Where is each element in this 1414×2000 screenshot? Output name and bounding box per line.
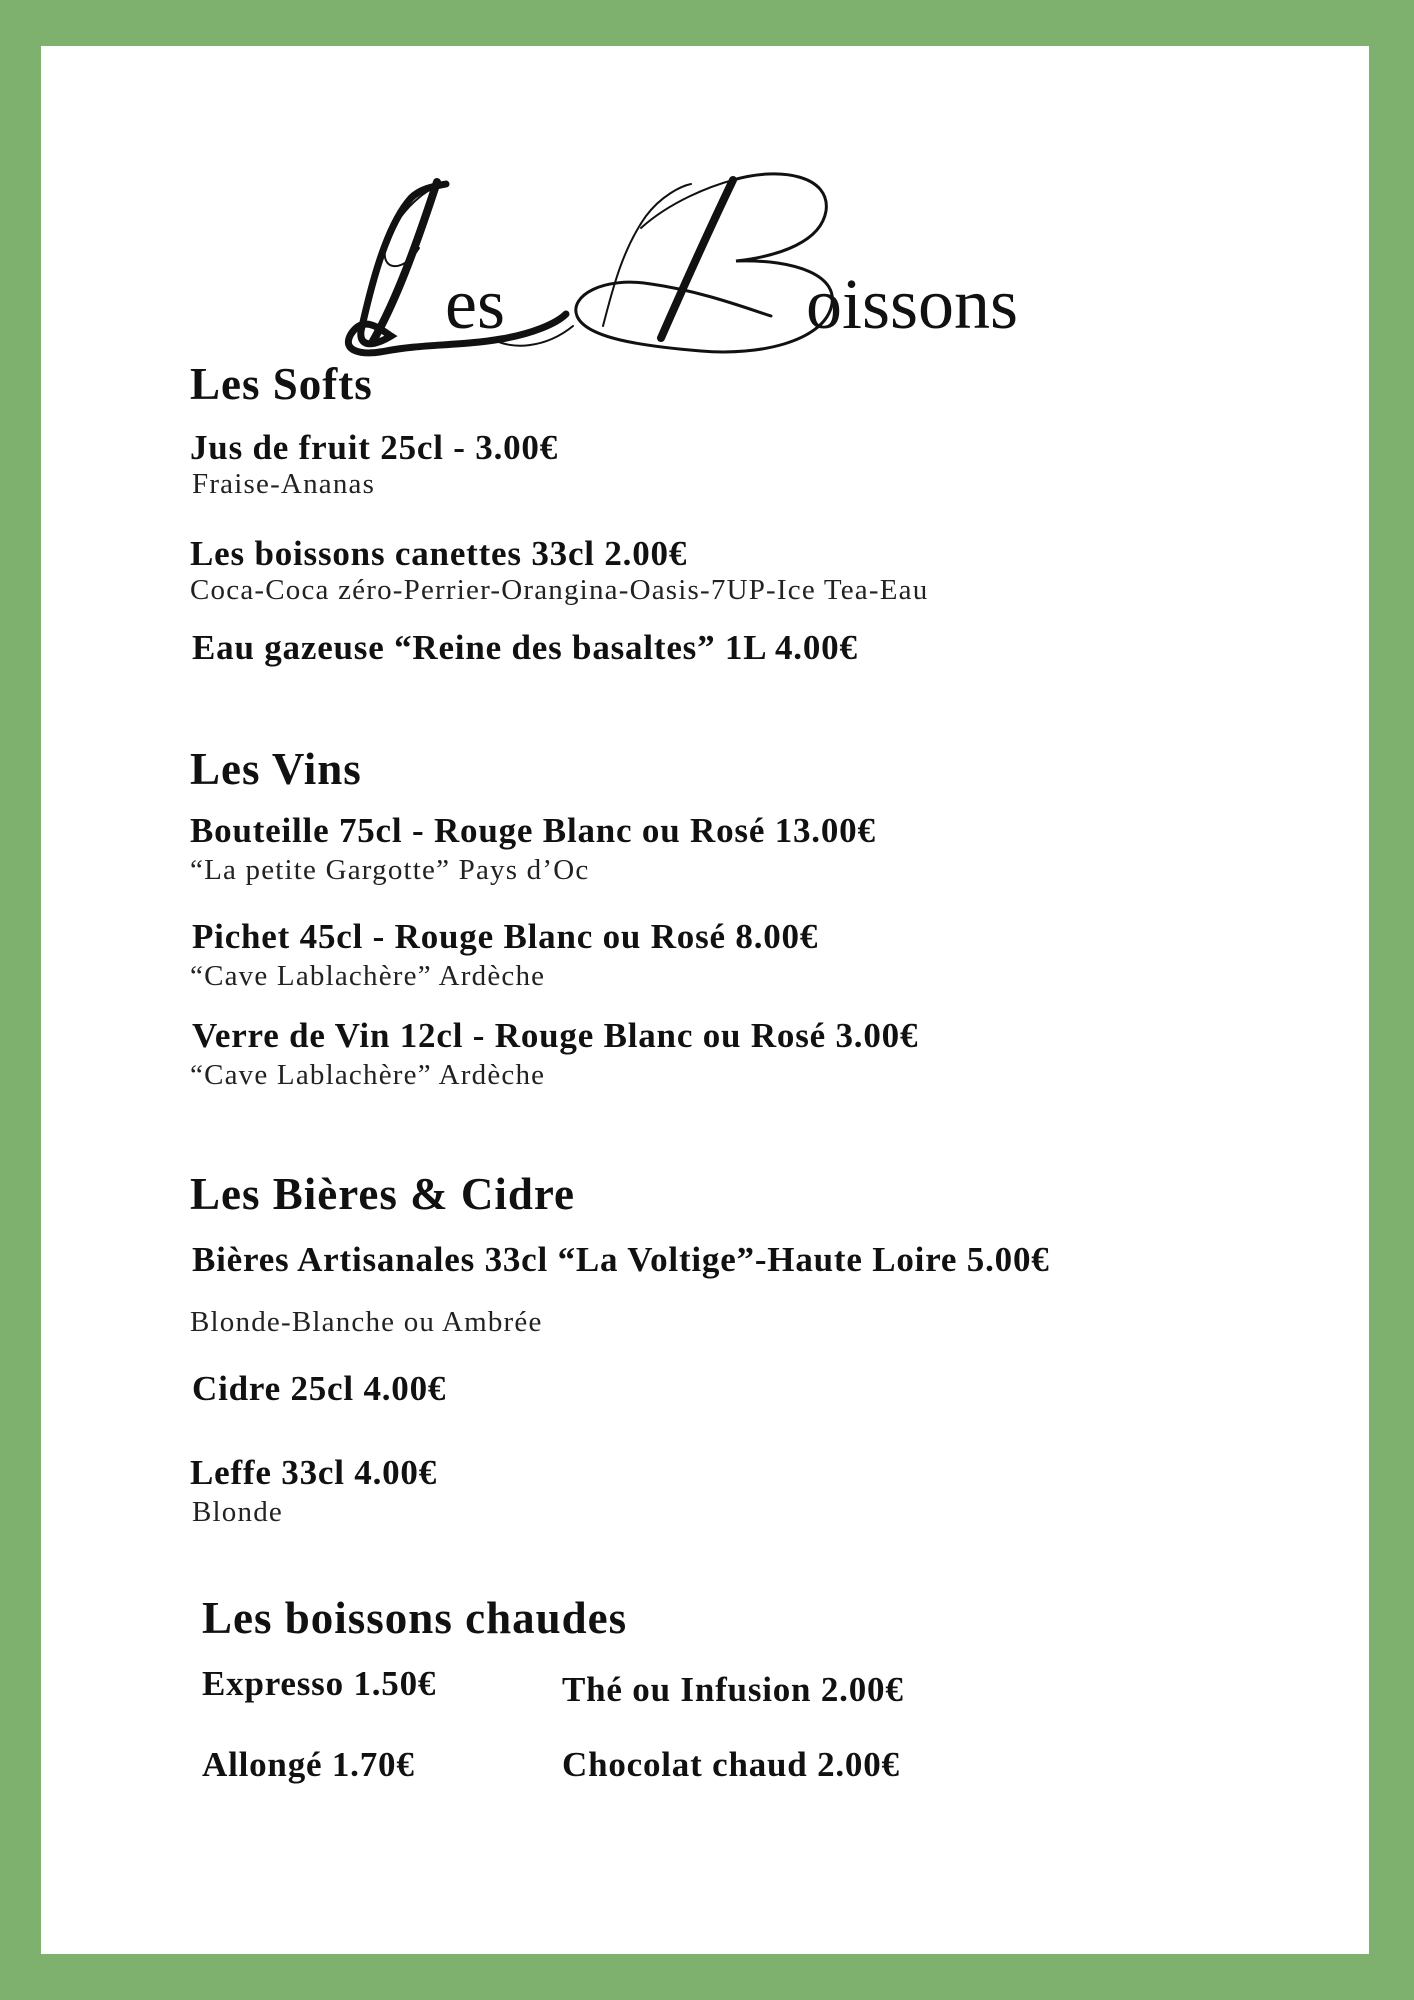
section-title-softs: Les Softs	[190, 359, 373, 409]
section-title-chaudes: Les boissons chaudes	[202, 1593, 628, 1643]
item-verre-de-vin: Verre de Vin 12cl - Rouge Blanc ou Rosé 3.00€	[192, 1016, 919, 1055]
svg-text:oissons: oissons	[806, 264, 1019, 344]
item-bieres-artisanales-desc: Blonde-Blanche ou Ambrée	[190, 1306, 543, 1338]
item-verre-de-vin-desc: “Cave Lablachère” Ardèche	[190, 1059, 546, 1091]
item-jus-de-fruit: Jus de fruit 25cl - 3.00€	[190, 428, 559, 467]
item-canettes: Les boissons canettes 33cl 2.00€	[190, 534, 688, 573]
item-jus-de-fruit-desc: Fraise-Ananas	[192, 468, 376, 500]
item-expresso: Expresso 1.50€	[202, 1664, 437, 1703]
menu-title	[341, 156, 1141, 376]
item-leffe-desc: Blonde	[192, 1496, 283, 1528]
menu-page	[41, 46, 1369, 1954]
item-bieres-artisanales: Bières Artisanales 33cl “La Voltige”-Haute Loire 5.00€	[192, 1240, 1050, 1279]
item-allonge: Allongé 1.70€	[202, 1745, 415, 1784]
item-pichet: Pichet 45cl - Rouge Blanc ou Rosé 8.00€	[192, 917, 819, 956]
item-canettes-desc: Coca-Coca zéro-Perrier-Orangina-Oasis-7UP-Ice Tea-Eau	[190, 574, 929, 606]
item-bouteille-desc: “La petite Gargotte” Pays d’Oc	[190, 854, 590, 886]
item-chocolat-chaud: Chocolat chaud 2.00€	[562, 1745, 900, 1784]
item-the-infusion: Thé ou Infusion 2.00€	[562, 1670, 904, 1709]
section-title-bieres: Les Bières & Cidre	[190, 1169, 576, 1219]
item-cidre: Cidre 25cl 4.00€	[192, 1369, 447, 1408]
item-leffe: Leffe 33cl 4.00€	[190, 1453, 438, 1492]
svg-text:es: es	[445, 264, 505, 344]
item-pichet-desc: “Cave Lablachère” Ardèche	[190, 960, 546, 992]
item-bouteille: Bouteille 75cl - Rouge Blanc ou Rosé 13.00€	[190, 811, 876, 850]
menu-title-script	[341, 156, 1141, 376]
item-eau-gazeuse: Eau gazeuse “Reine des basaltes” 1L 4.00€	[192, 628, 858, 667]
section-title-vins: Les Vins	[190, 744, 362, 794]
